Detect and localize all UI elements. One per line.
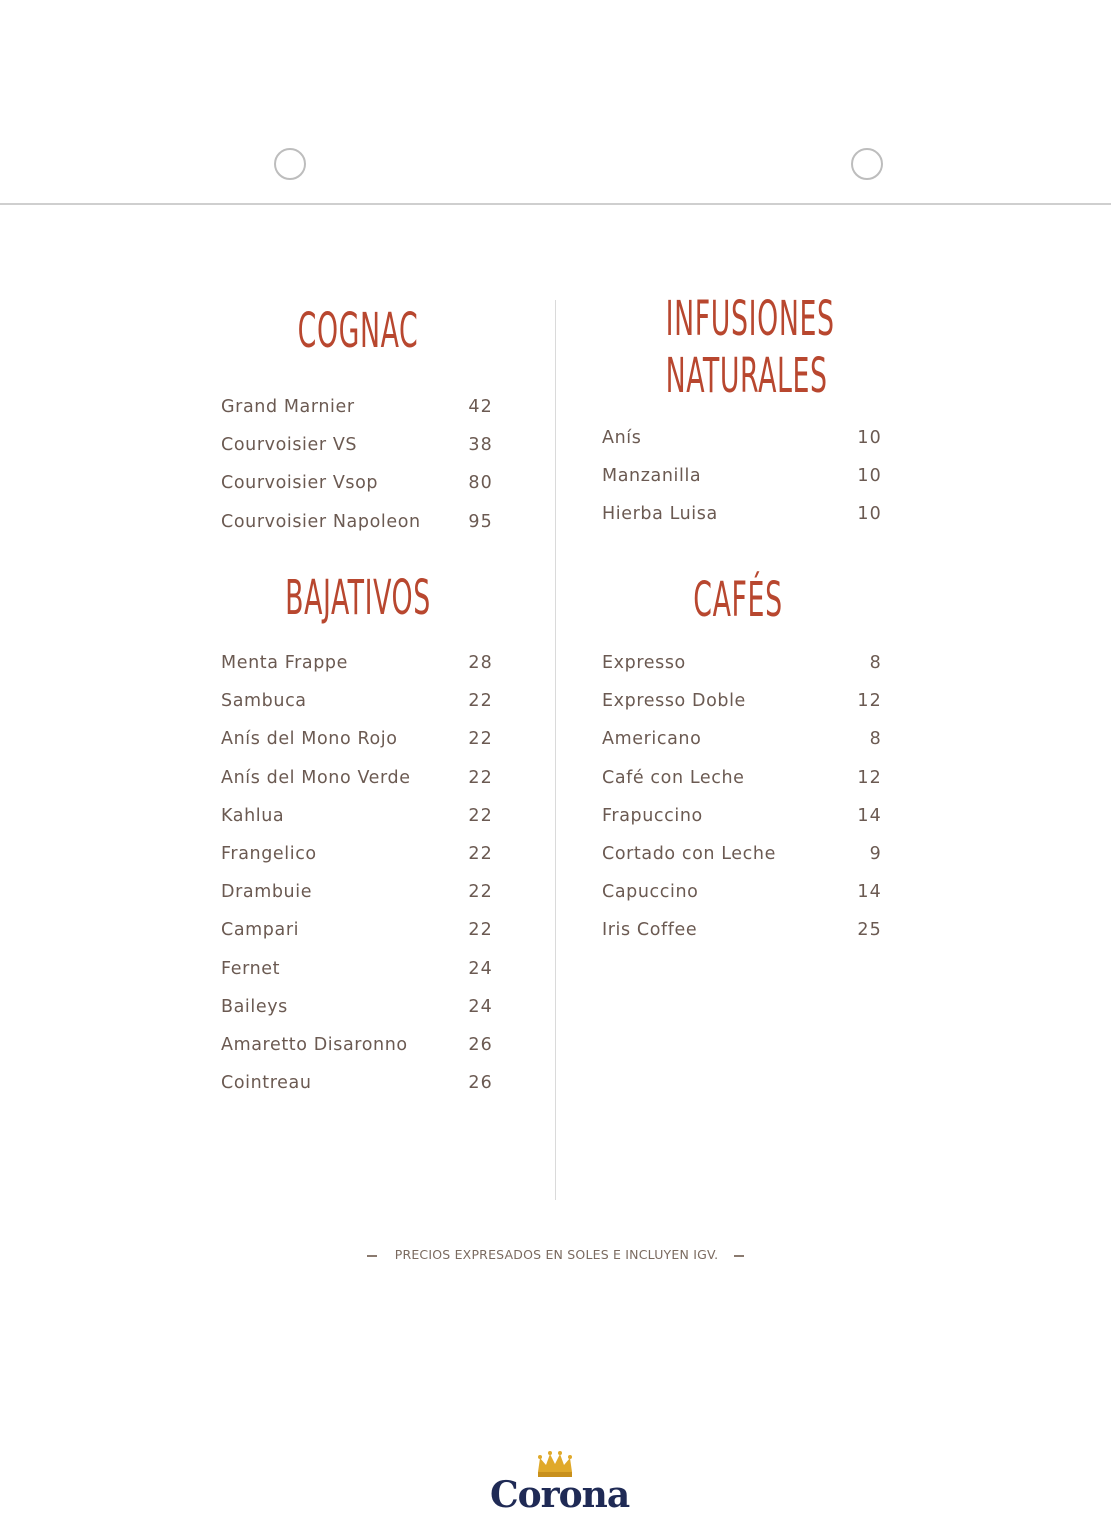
menu-item <box>221 397 493 435</box>
menu-item-name: Courvoisier Napoleon <box>221 511 421 532</box>
list-cognac <box>221 397 493 550</box>
menu-item <box>221 691 493 729</box>
menu-item-name: Campari <box>221 920 300 941</box>
menu-item-price: 38 <box>468 435 493 456</box>
menu-item <box>602 882 882 920</box>
menu-item <box>602 806 882 844</box>
menu-item-price: 26 <box>468 1073 493 1094</box>
menu-item-name: Hierba Luisa <box>602 504 718 525</box>
menu-item <box>602 920 882 958</box>
binder-hole-right <box>851 148 883 180</box>
footer-note <box>0 1247 1111 1262</box>
menu-item <box>221 1035 493 1073</box>
menu-item-price: 24 <box>468 996 493 1017</box>
menu-item-price: 22 <box>468 920 493 941</box>
menu-item-name: Anís del Mono Verde <box>221 767 411 788</box>
menu-item-price: 8 <box>869 729 882 750</box>
menu-item <box>221 997 493 1035</box>
menu-item-price: 42 <box>468 397 493 417</box>
section-title-infusiones <box>665 291 835 410</box>
menu-item <box>221 729 493 767</box>
logo-wordmark: Corona <box>490 1474 630 1516</box>
menu-item <box>602 768 882 806</box>
menu-item-name: Americano <box>602 729 702 750</box>
menu-item <box>221 653 493 691</box>
menu-item-name: Baileys <box>221 996 288 1017</box>
list-infusiones <box>602 428 882 543</box>
menu-item-price: 14 <box>857 882 882 903</box>
menu-item-name: Anís <box>602 428 642 448</box>
menu-item-price: 9 <box>869 843 882 864</box>
title-cafes-text: CAFÉS <box>693 572 783 628</box>
list-bajativos <box>221 653 493 1111</box>
menu-item-name: Anís del Mono Rojo <box>221 729 398 750</box>
menu-item-price: 22 <box>468 843 493 864</box>
menu-item-price: 12 <box>857 691 882 712</box>
menu-item-name: Expresso Doble <box>602 691 746 712</box>
menu-item-price: 95 <box>468 511 493 532</box>
top-rule <box>0 203 1111 205</box>
menu-item <box>602 504 882 542</box>
menu-item-price: 22 <box>468 882 493 903</box>
menu-item-name: Café con Leche <box>602 767 745 788</box>
binder-hole-left <box>274 148 306 180</box>
menu-item <box>602 466 882 504</box>
menu-item <box>221 768 493 806</box>
footer-dash-left <box>367 1255 377 1257</box>
menu-item-name: Courvoisier Vsop <box>221 473 379 494</box>
menu-item-name: Courvoisier VS <box>221 435 358 456</box>
menu-item-name: Fernet <box>221 958 281 979</box>
menu-item-name: Amaretto Disaronno <box>221 1034 408 1055</box>
menu-item-name: Expresso <box>602 653 686 673</box>
menu-item-price: 10 <box>857 428 882 448</box>
section-title-bajativos <box>284 570 433 626</box>
section-title-cafes <box>676 572 800 628</box>
menu-item-name: Capuccino <box>602 882 699 903</box>
menu-item-price: 22 <box>468 691 493 712</box>
menu-item-price: 25 <box>857 920 882 941</box>
menu-item <box>602 844 882 882</box>
list-cafes <box>602 653 882 959</box>
menu-item <box>602 691 882 729</box>
menu-item-name: Cointreau <box>221 1073 312 1094</box>
menu-item-price: 10 <box>857 466 882 487</box>
menu-item-name: Drambuie <box>221 882 313 903</box>
menu-item <box>221 435 493 473</box>
menu-item-name: Frapuccino <box>602 805 703 826</box>
menu-item <box>221 806 493 844</box>
menu-item-price: 24 <box>468 958 493 979</box>
menu-item-price: 28 <box>468 653 493 673</box>
menu-item-name: Grand Marnier <box>221 397 355 417</box>
menu-item-name: Menta Frappe <box>221 653 348 673</box>
menu-item-name: Cortado con Leche <box>602 843 776 864</box>
menu-item <box>221 920 493 958</box>
menu-item-name: Iris Coffee <box>602 920 698 941</box>
menu-item-name: Kahlua <box>221 805 285 826</box>
menu-item-name: Frangelico <box>221 843 317 864</box>
menu-item <box>602 653 882 691</box>
footer-dash-right <box>734 1255 744 1257</box>
title-infusiones-line1: INFUSIONES <box>665 291 835 347</box>
column-divider <box>555 300 556 1200</box>
menu-item-price: 80 <box>468 473 493 494</box>
menu-item-price: 26 <box>468 1034 493 1055</box>
menu-item-price: 14 <box>857 805 882 826</box>
menu-item-price: 22 <box>468 767 493 788</box>
menu-item-price: 22 <box>468 805 493 826</box>
menu-item-price: 12 <box>857 767 882 788</box>
menu-item <box>221 1073 493 1111</box>
menu-item <box>221 512 493 550</box>
title-infusiones-line2: NATURALES <box>665 348 828 404</box>
menu-item-price: 22 <box>468 729 493 750</box>
footer-note-text: PRECIOS EXPRESADOS EN SOLES E INCLUYEN IGV. <box>394 1247 719 1262</box>
title-cognac-text: COGNAC <box>297 303 419 359</box>
menu-item <box>221 882 493 920</box>
menu-item-name: Manzanilla <box>602 466 702 487</box>
menu-item <box>221 473 493 511</box>
menu-item <box>602 729 882 767</box>
menu-item-name: Sambuca <box>221 691 307 712</box>
menu-item-price: 8 <box>869 653 882 673</box>
menu-item <box>221 959 493 997</box>
corona-logo <box>490 1450 630 1520</box>
menu-item <box>602 428 882 466</box>
menu-item <box>221 844 493 882</box>
title-bajativos-text: BAJATIVOS <box>285 570 431 626</box>
menu-item-price: 10 <box>857 504 882 525</box>
section-title-cognac <box>296 303 420 359</box>
